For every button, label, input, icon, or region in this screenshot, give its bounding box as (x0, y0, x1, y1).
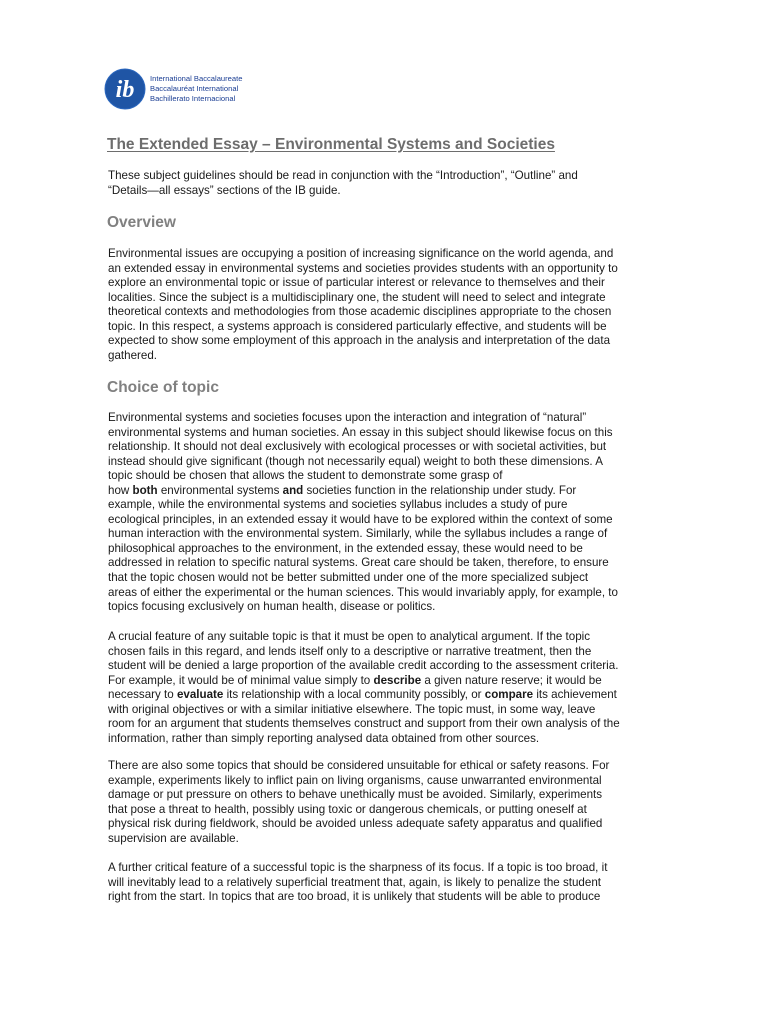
topic-line: philosophical approaches to the environment, in the extended essay, these would need to be (108, 541, 583, 555)
topic-line (108, 688, 620, 703)
emphasis-both: both (132, 483, 158, 497)
topic-line: There are also some topics that should be considered unsuitable for ethical or safety reasons. For (108, 759, 610, 772)
overview-line: localities. Since the subject is a multidisciplinary one, the student will need to select and integrate (108, 290, 606, 304)
topic-line: will inevitably lead to a relatively superficial treatment that, again, is likely to penalize the student (108, 875, 601, 889)
topic-line: student will be denied a large proportion of the available credit according to the assessment criteria. (108, 659, 619, 673)
topic-line: human interaction with the environmental system. Similarly, while the syllabus includes a range of (108, 527, 608, 541)
topic-paragraph-2 (108, 630, 620, 746)
topic-line: with original objectives or with a similar initiative elsewhere. The topic must, in some way, leave (108, 702, 596, 716)
topic-line (108, 674, 620, 689)
ib-logo-icon (104, 68, 146, 110)
overview-line: topic. In this respect, a systems approach is considered particularly effective, and students will be (108, 319, 607, 333)
logo-line-english: International Baccalaureate (150, 74, 243, 83)
overview-line: explore an environmental topic or issue of particular interest or relevance to themselves and their (108, 276, 605, 290)
topic-line: topics focusing exclusively on human health, disease or politics. (108, 600, 436, 614)
topic-line: instead should give significant (though not necessarily equal) weight to both these dimensions. A (108, 454, 603, 468)
topic-line: addressed in relation to specific natural systems. Great care should be taken, therefore, to ensure (108, 556, 609, 570)
line-text: environmental systems (157, 483, 283, 497)
topic-paragraph-4 (108, 861, 607, 905)
topic-line: ecological principles, in an extended essay it would have to be explored within the context of some (108, 512, 613, 526)
line-text: its achievement (533, 688, 617, 702)
overview-heading: Overview (107, 214, 176, 231)
topic-line: areas of either the experimental or the human sciences. This would invariably apply, for example, to (108, 585, 618, 599)
topic-line: topic should be chosen that allows the student to demonstrate some grasp of (108, 469, 503, 483)
logo-line-french: Baccalauréat International (150, 84, 239, 93)
topic-line: example, while the environmental systems and societies syllabus includes a study of pure (108, 498, 568, 512)
topic-line: A further critical feature of a successful topic is the sharpness of its focus. If a topic is too broad, it (108, 861, 608, 874)
topic-line: chosen fails in this regard, and lends itself only to a descriptive or narrative treatment, then the (108, 644, 592, 658)
document-title: The Extended Essay – Environmental Systems and Societies (107, 136, 555, 153)
topic-line: room for an argument that students themselves construct and support from their own analysis of the (108, 717, 620, 731)
line-text: its relationship with a local community possibly, or (223, 688, 485, 702)
svg-text:ib: ib (115, 77, 135, 103)
emphasis-and: and (282, 483, 304, 497)
topic-line: right from the start. In topics that are too broad, it is unlikely that students will be able to produce (108, 890, 601, 904)
topic-line: supervision are available. (108, 831, 239, 845)
overview-paragraph (108, 247, 618, 363)
topic-line: A crucial feature of any suitable topic is that it must be open to analytical argument. If the topic (108, 630, 591, 643)
intro-line: “Details—all essays” sections of the IB guide. (108, 183, 341, 197)
line-text: a given nature reserve; it would be (421, 673, 602, 687)
line-text: For example, it would be of minimal value simply to (108, 673, 374, 687)
topic-line: example, experiments likely to inflict pain on living organisms, cause unwarranted environmental (108, 773, 602, 787)
choice-of-topic-heading: Choice of topic (107, 379, 219, 396)
topic-line: environmental systems and human societies. An essay in this subject should likewise focus on this (108, 425, 613, 439)
overview-line: an extended essay in environmental systems and societies provides students with an opportunity to (108, 261, 618, 275)
overview-line: expected to show some employment of this approach in the analysis and interpretation of the data (108, 334, 611, 348)
logo-line-spanish: Bachillerato Internacional (150, 94, 236, 103)
topic-line: Environmental systems and societies focuses upon the interaction and integration of “natural” (108, 411, 587, 424)
topic-line: that the topic chosen would not be better submitted under one of the more specialized subject (108, 571, 589, 585)
overview-line: gathered. (108, 348, 157, 362)
topic-line: that pose a threat to health, possibly using toxic or dangerous chemicals, or putting oneself at (108, 802, 587, 816)
emphasis-compare: compare (484, 688, 534, 702)
topic-line (108, 484, 618, 499)
emphasis-describe: describe (373, 673, 422, 687)
ib-logo (104, 68, 264, 114)
line-text: societies function in the relationship under study. For (303, 483, 577, 497)
ib-logo-text (150, 74, 242, 104)
topic-line: physical risk during fieldwork, should be avoided unless adequate safety apparatus and qualified (108, 817, 603, 831)
overview-line: Environmental issues are occupying a position of increasing significance on the world agenda, and (108, 247, 614, 260)
line-text: necessary to (108, 688, 177, 702)
topic-line: relationship. It should not deal exclusively with ecological processes or with societal activities, but (108, 440, 607, 454)
topic-line: information, rather than simply reporting analysed data obtained from other sources. (108, 731, 540, 745)
overview-line: theoretical contexts and methodologies from those academic disciplines appropriate to the chosen (108, 305, 612, 319)
emphasis-evaluate: evaluate (176, 688, 224, 702)
topic-line: damage or put pressure on others to behave unethically must be avoided. Similarly, experiments (108, 788, 603, 802)
topic-paragraph-3 (108, 759, 609, 846)
line-text: how (108, 483, 133, 497)
intro-line: These subject guidelines should be read in conjunction with the “Introduction”, “Outline” and (108, 169, 578, 182)
intro-paragraph (108, 169, 578, 198)
topic-paragraph-1 (108, 411, 618, 615)
